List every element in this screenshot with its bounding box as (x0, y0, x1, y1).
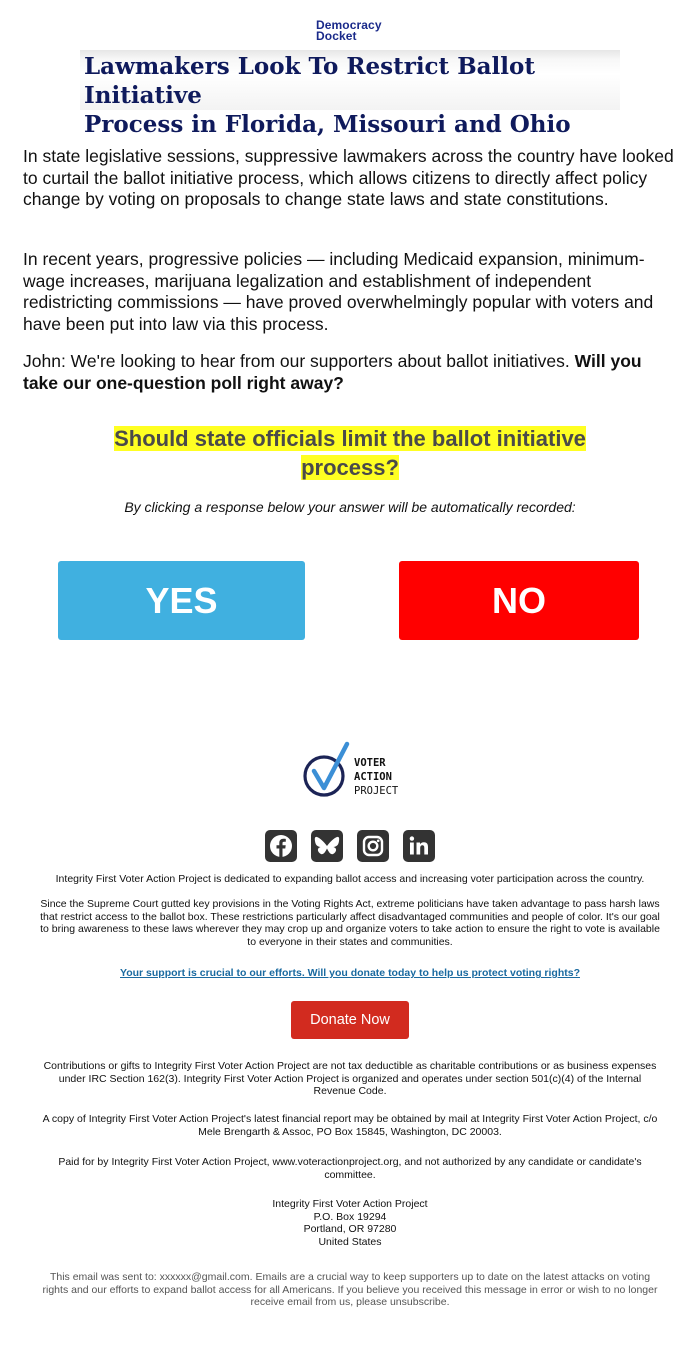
logo-line-2: ACTION (354, 771, 392, 783)
support-link-row (20, 967, 680, 980)
report-line-2: Mele Brengarth & Assoc, PO Box 15845, Washington, DC 20003. (198, 1125, 502, 1138)
ask-bold-text: Will you take our one-question poll right away? (23, 351, 642, 393)
headline-line-2: Process in Florida, Missouri and Ohio (84, 111, 571, 138)
address-org: Integrity First Voter Action Project (272, 1198, 428, 1210)
header-banner (80, 14, 620, 138)
linkedin-icon[interactable] (403, 830, 435, 862)
contrib-line-1: Contributions or gifts to Integrity First Voter Action Project are not tax deductible as charitable contributions or as business expenses (43, 1060, 657, 1072)
poll-question (40, 424, 660, 482)
facebook-icon[interactable] (265, 830, 297, 862)
brand-line-2: Docket (316, 29, 357, 43)
logo-wordmark (354, 756, 398, 798)
support-link[interactable]: Your support is crucial to our efforts. Will you donate today to help us protect voting rights? (120, 967, 580, 979)
context-line-1: Since the Supreme Court gutted key provisions in the Voting Rights Act, extreme politicians have taken advantage to pass harsh laws (40, 898, 660, 910)
address-country: United States (318, 1235, 382, 1248)
brand-logo (316, 20, 396, 42)
article-paragraph-2: In recent years, progressive policies — including Medicaid expansion, minimum-wage increases, marijuana legalization and establishment of independent redistricting commissions — have proved overwhelmingly popular with voters and have been put into law via this process. (23, 249, 654, 334)
logo-line-3: PROJECT (354, 785, 399, 797)
poll-question-line-2: process? (301, 455, 399, 480)
notice-line-2: rights and our efforts to expand ballot access for all Americans. If you believe you received this message in error or wish to no longer (42, 1283, 658, 1296)
notice-line-3[interactable]: receive email from us, please unsubscribe. (250, 1296, 450, 1308)
logo-line-1: VOTER (354, 757, 386, 769)
notice-line-1: This email was sent to: xxxxxx@gmail.com. Emails are a crucial way to keep supporters up to date on the latest attacks on voting (49, 1271, 651, 1283)
contrib-line-3: Revenue Code. (313, 1085, 387, 1097)
context-paragraph (20, 898, 680, 948)
donate-button[interactable]: Donate Now (291, 1001, 409, 1039)
paid-line-1: Paid for by Integrity First Voter Action Project, www.voteractionproject.org, and not authorized by any candidate or candidate's (58, 1156, 642, 1168)
mailing-address (20, 1198, 680, 1248)
poll-question-line-1: Should state officials limit the ballot initiative (114, 426, 586, 451)
mission-text: Integrity First Voter Action Project is dedicated to expanding ballot access and increasing voter participation across the country. (55, 873, 645, 885)
address-box: P.O. Box 19294 (313, 1210, 387, 1223)
context-line-4: to everyone in their states and communities. (247, 935, 453, 948)
voter-action-project-logo[interactable] (302, 738, 412, 804)
brand-line-1: Democracy (316, 18, 382, 32)
headline-line-1: Lawmakers Look To Restrict Ballot Initiative (84, 53, 535, 109)
paid-line-2: committee. (324, 1168, 376, 1181)
context-line-2: that restrict access to the ballot box. These restrictions particularly affect disadvantaged communities and people of color. It's our goal (40, 910, 660, 923)
report-line-1: A copy of Integrity First Voter Action Project's latest financial report may be obtained by mail at Integrity First Voter Action Project, c/o (42, 1113, 658, 1125)
headline (84, 52, 620, 139)
poll-note: By clicking a response below your answer will be automatically recorded: (124, 499, 576, 515)
context-line-3: to bring awareness to these laws wherever they may crop up and organize voters to take action to ensure the right to vote is available (40, 923, 660, 935)
contrib-line-2: under IRC Section 162(3). Integrity First Voter Action Project is organized and operates under section 501(c)(4) of the Internal (58, 1072, 642, 1085)
financial-report-text (20, 1113, 680, 1138)
article-paragraph-1: In state legislative sessions, suppressive lawmakers across the country have looked to curtail the ballot initiative process, which allows citizens to directly affect policy change by voting on proposals to change state laws and state constitutions. (23, 146, 674, 209)
instagram-icon[interactable] (357, 830, 389, 862)
no-button[interactable]: NO (399, 561, 639, 640)
address-city: Portland, OR 97280 (303, 1223, 397, 1235)
contribution-disclaimer (20, 1060, 680, 1098)
checkmark-circle-icon (302, 738, 352, 800)
article-paragraph-3 (23, 351, 679, 394)
paid-for-text (20, 1156, 680, 1181)
bluesky-icon[interactable] (311, 830, 343, 862)
ask-text: John: We're looking to hear from our supporters about ballot initiatives. (23, 351, 575, 371)
email-notice (20, 1271, 680, 1309)
yes-button[interactable]: YES (58, 561, 305, 640)
